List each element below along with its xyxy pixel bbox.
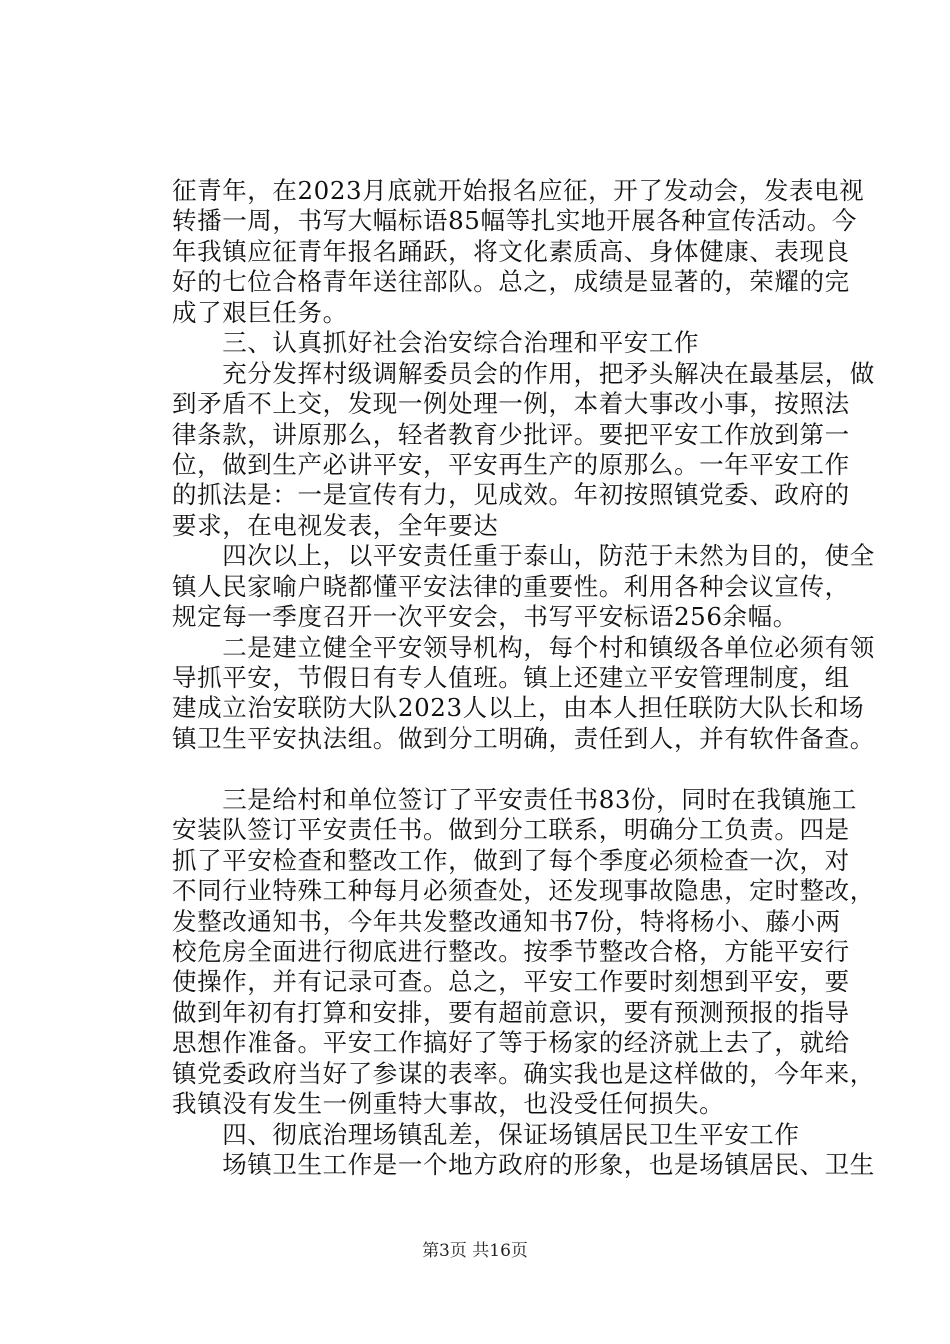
text-line: 四、彻底治理场镇乱差，保证场镇居民卫生平安工作 xyxy=(172,1119,800,1149)
text-line: 四次以上，以平安责任重于泰山，防范于未然为目的，使全 xyxy=(172,541,875,571)
text-line: 镇人民家喻户晓都懂平安法律的重要性。利用各种会议宣传， xyxy=(172,571,850,601)
text-line: 年我镇应征青年报名踊跃，将文化素质高、身体健康、表现良 xyxy=(172,236,850,266)
text-line: 的抓法是：一是宣传有力，见成效。年初按照镇党委、政府的 xyxy=(172,480,850,510)
text-line: 校危房全面进行彻底进行整改。按季节整改合格，方能平安行 xyxy=(172,936,850,966)
text-line: 律条款，讲原那么，轻者教育少批评。要把平安工作放到第一 xyxy=(172,419,850,449)
text-line: 镇党委政府当好了参谋的表率。确实我也是这样做的，今年来， xyxy=(172,1058,875,1088)
page-footer: 第3页 共16页 xyxy=(422,1241,528,1261)
text-line: 我镇没有发生一例重特大事故，也没受任何损失。 xyxy=(172,1089,725,1119)
text-line: 使操作，并有记录可查。总之，平安工作要时刻想到平安，要 xyxy=(172,967,850,997)
text-line: 成了艰巨任务。 xyxy=(172,297,348,327)
text-line: 要求，在电视发表，全年要达 xyxy=(172,510,499,540)
text-line: 好的七位合格青年送往部队。总之，成绩是显著的，荣耀的完 xyxy=(172,267,850,297)
text-line: 镇卫生平安执法组。做到分工明确，责任到人，并有软件备查。 xyxy=(172,723,875,753)
text-line: 三、认真抓好社会治安综合治理和平安工作 xyxy=(172,328,700,358)
text-line: 思想作准备。平安工作搞好了等于杨家的经济就上去了，就给 xyxy=(172,1028,850,1058)
text-line: 安装队签订平安责任书。做到分工联系，明确分工负责。四是 xyxy=(172,815,850,845)
text-line: 转播一周，书写大幅标语85幅等扎实地开展各种宣传活动。今 xyxy=(172,206,857,236)
text-line: 三是给村和单位签订了平安责任书83份，同时在我镇施工 xyxy=(172,784,857,814)
text-line: 不同行业特殊工种每月必须查处，还发现事故隐患，定时整改， xyxy=(172,876,875,906)
text-line: 抓了平安检查和整改工作，做到了每个季度必须检查一次，对 xyxy=(172,845,850,875)
text-line: 位，做到生产必讲平安，平安再生产的原那么。一年平安工作 xyxy=(172,449,850,479)
text-line: 二是建立健全平安领导机构，每个村和镇级各单位必须有领 xyxy=(172,632,875,662)
text-line: 发整改通知书，今年共发整改通知书7份，特将杨小、藤小两 xyxy=(172,906,841,936)
text-line: 到矛盾不上交，发现一例处理一例，本着大事改小事，按照法 xyxy=(172,389,850,419)
text-line: 导抓平安，节假日有专人值班。镇上还建立平安管理制度，组 xyxy=(172,663,850,692)
text-line: 规定每一季度召开一次平安会，书写平安标语256余幅。 xyxy=(172,602,798,632)
text-line: 充分发挥村级调解委员会的作用，把矛头解决在最基层，做 xyxy=(172,358,875,388)
text-line: 建成立治安联防大队2023人以上，由本人担任联防大队长和场 xyxy=(172,693,865,723)
text-line: 做到年初有打算和安排，要有超前意识，要有预测预报的指导 xyxy=(172,997,850,1027)
text-line: 场镇卫生工作是一个地方政府的形象，也是场镇居民、卫生 xyxy=(172,1150,875,1179)
text-line: 征青年，在2023月底就开始报名应征，开了发动会，发表电视 xyxy=(172,176,865,205)
